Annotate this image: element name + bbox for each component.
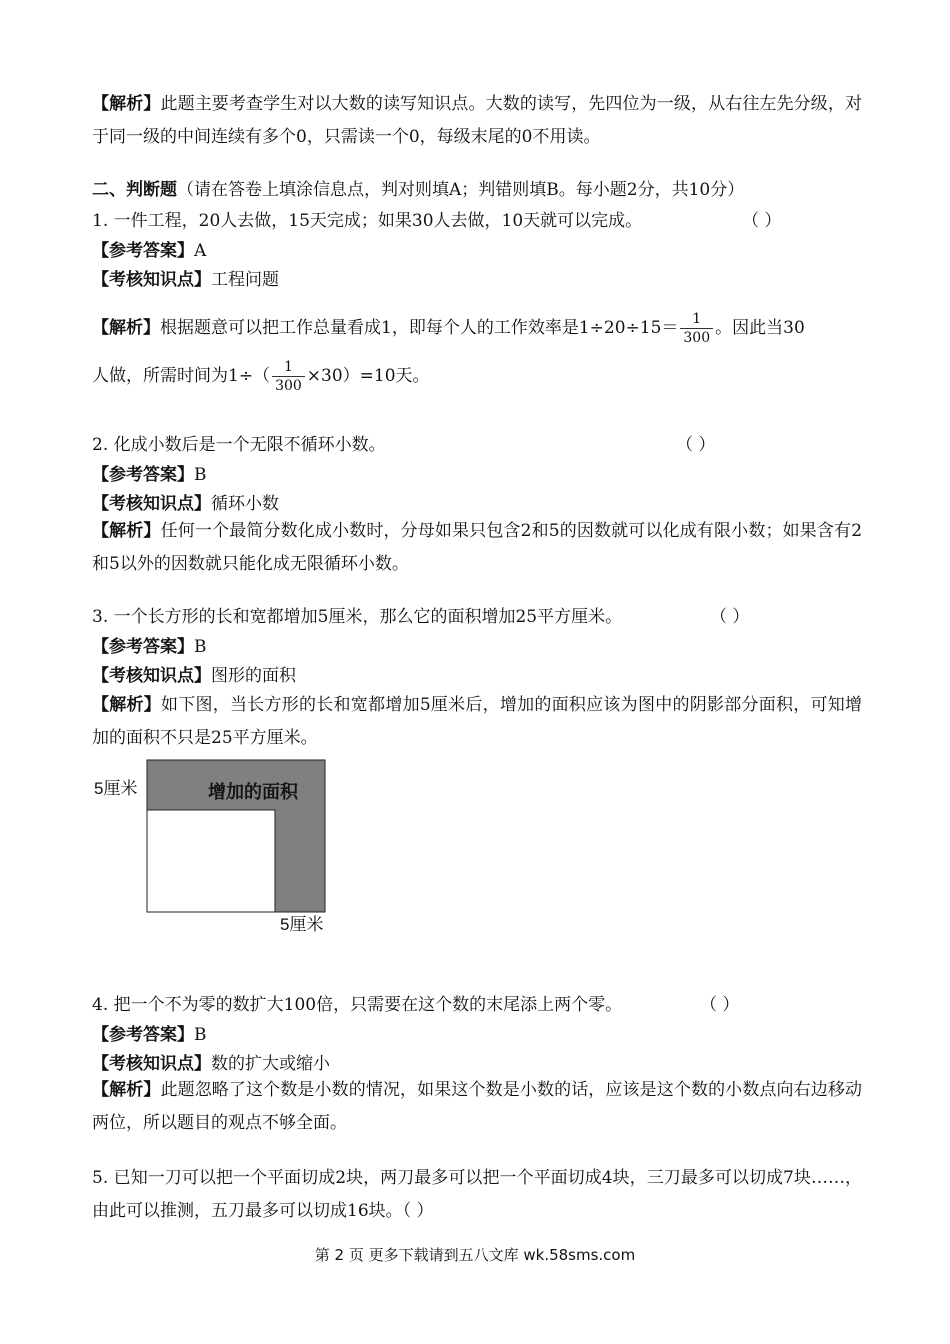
q3-text: 3. 一个长方形的长和宽都增加5厘米，那么它的面积增加25平方厘米。 [92, 607, 623, 627]
q4-analysis [92, 1074, 862, 1140]
q1-analysis-line-2 [92, 358, 430, 392]
q2-knowledge-value: 循环小数 [211, 494, 279, 514]
q4-text: 4. 把一个不为零的数扩大100倍，只需要在这个数的末尾添上两个零。 [92, 995, 623, 1015]
q1-analysis-b: 。因此当30 [715, 318, 805, 338]
q1-answer [92, 239, 206, 263]
q3-knowledge [92, 664, 296, 688]
fraction-1-300 [680, 310, 713, 347]
analysis-label: 【解析】 [92, 318, 160, 338]
q1-analysis-c: 人做，所需时间为1÷（ [92, 366, 271, 386]
q3-answer-value: B [194, 637, 207, 657]
q3-analysis [92, 689, 862, 755]
q1-analysis-line-1 [92, 310, 805, 344]
area-increase-diagram [92, 754, 352, 944]
analysis-tag: 【解析】 [92, 94, 161, 114]
q3-answer [92, 635, 207, 659]
q1-answer-paren: （ ） [742, 211, 782, 231]
q1-knowledge-value: 工程问题 [211, 270, 279, 290]
q2-answer-paren: （ ） [676, 435, 716, 455]
q4-knowledge [92, 1052, 330, 1076]
analysis-label: 【解析】 [92, 1080, 161, 1100]
page-footer: 第 2 页 更多下载请到五八文库 wk.58sms.com [314, 1246, 636, 1264]
q1-knowledge [92, 268, 279, 292]
original-rectangle [147, 810, 275, 912]
fraction-denominator: 300 [683, 330, 711, 346]
q3-knowledge-value: 图形的面积 [211, 666, 296, 686]
q2-analysis-text: 任何一个最简分数化成小数时，分母如果只包含2和5的因数就可以化成有限小数；如果含有2和5以外的因数就只能化成无限循环小数。 [92, 521, 863, 574]
section-title: 二、判断题 [92, 180, 177, 200]
intro-analysis [92, 88, 862, 154]
q2-text: 2. 化成小数后是一个无限不循环小数。 [92, 435, 386, 455]
q3-analysis-text: 如下图，当长方形的长和宽都增加5厘米后，增加的面积应该为图中的阴影部分面积，可知增加的面积不只是25平方厘米。 [92, 695, 862, 748]
analysis-label: 【解析】 [92, 695, 162, 715]
answer-label: 【参考答案】 [92, 465, 194, 485]
fraction-numerator: 1 [680, 310, 713, 329]
q1-analysis-d: ×30）=10天。 [306, 366, 430, 386]
q4-knowledge-value: 数的扩大或缩小 [211, 1054, 330, 1074]
section-heading [92, 178, 744, 202]
q2-answer-value: B [194, 465, 207, 485]
fraction-numerator: 1 [272, 358, 305, 377]
q2-analysis [92, 515, 862, 581]
q1-analysis-a: 根据题意可以把工作总量看成1，即每个人的工作效率是1÷20÷15＝ [160, 318, 679, 338]
fraction-1-300 [272, 358, 305, 395]
q4-answer-paren: （ ） [700, 995, 740, 1015]
knowledge-label: 【考核知识点】 [92, 666, 211, 686]
knowledge-label: 【考核知识点】 [92, 270, 211, 290]
q1-answer-value: A [194, 241, 207, 261]
q3-answer-paren: （ ） [710, 607, 750, 627]
answer-label: 【参考答案】 [92, 1025, 194, 1045]
q4-answer [92, 1023, 207, 1047]
answer-label: 【参考答案】 [92, 637, 194, 657]
q1-text: 1. 一件工程，20人去做，15天完成；如果30人去做，10天就可以完成。 [92, 211, 643, 231]
label-left-5cm: 5厘米 [94, 779, 138, 798]
section-note: （请在答卷上填涂信息点，判对则填A；判错则填B。每小题2分，共10分） [177, 180, 745, 200]
q4-analysis-text: 此题忽略了这个数是小数的情况，如果这个数是小数的话，应该是这个数的小数点向右边移动两位，所以题目的观点不够全面。 [92, 1080, 863, 1133]
fraction-denominator: 300 [275, 378, 302, 394]
intro-analysis-text: 此题主要考查学生对以大数的读写知识点。大数的读写，先四位为一级，从右往左先分级，对于同一级的中间连续有多个0，只需读一个0，每级末尾的0不用读。 [92, 94, 863, 147]
label-bottom-5cm: 5厘米 [280, 915, 324, 934]
q4-answer-value: B [194, 1025, 207, 1045]
knowledge-label: 【考核知识点】 [92, 1054, 211, 1074]
label-increased-area: 增加的面积 [208, 782, 298, 802]
q2-answer [92, 463, 207, 487]
answer-label: 【参考答案】 [92, 241, 194, 261]
knowledge-label: 【考核知识点】 [92, 494, 211, 514]
q2-knowledge [92, 492, 279, 516]
analysis-label: 【解析】 [92, 521, 161, 541]
q5-text: 5. 已知一刀可以把一个平面切成2块，两刀最多可以把一个平面切成4块，三刀最多可以切成7块……，由此可以推测，五刀最多可以切成16块。（ ） [92, 1168, 862, 1221]
